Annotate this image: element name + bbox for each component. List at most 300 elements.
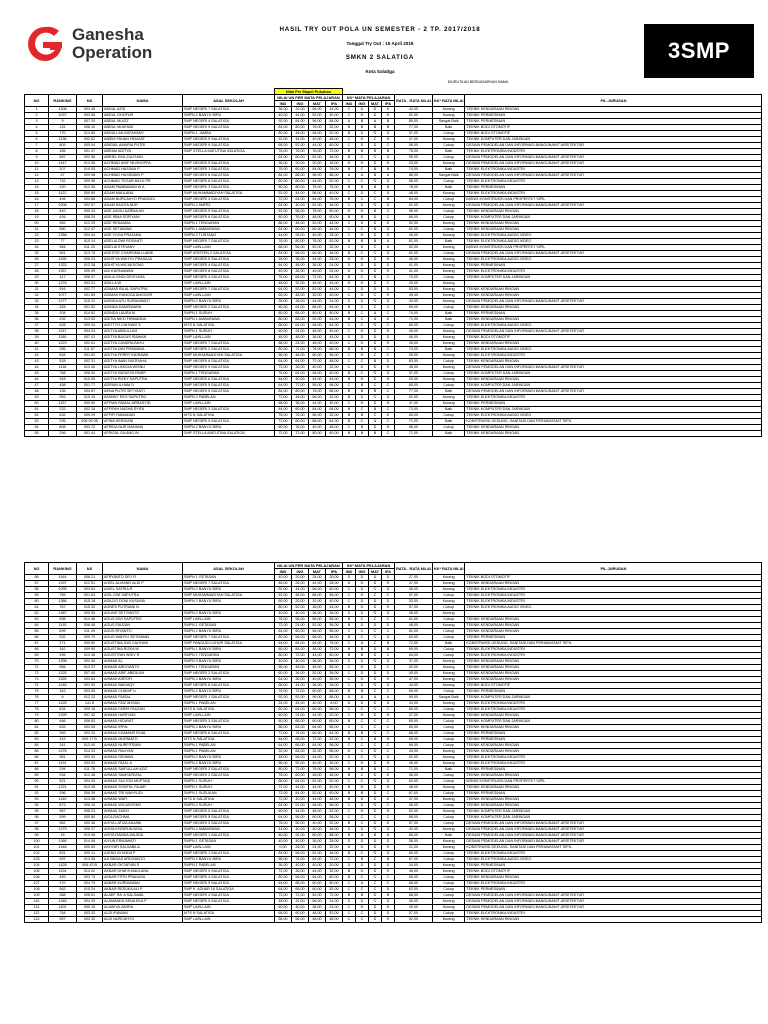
table-cell: 005 04 xyxy=(77,143,103,149)
table-cell: DESAIN PEMODELAN DAN INFORMASI BANGUNAN/T ARSITEKTUR xyxy=(465,389,762,395)
table-cell: 56,00 xyxy=(292,209,309,215)
table-cell: 002 06 xyxy=(77,659,103,665)
table-cell: D xyxy=(369,203,382,209)
table-cell: D xyxy=(356,683,369,689)
table-cell: 48,00 xyxy=(326,155,343,161)
table-cell: D xyxy=(382,845,395,851)
table-cell: 60,00 xyxy=(395,725,433,731)
table-cell: 24,00 xyxy=(275,701,292,707)
table-cell: SMP LAIN-LAIN xyxy=(183,401,275,407)
table-cell: 48,00 xyxy=(326,203,343,209)
table-cell: 68,00 xyxy=(275,911,292,917)
table-cell: C xyxy=(356,167,369,173)
table-cell: TEKNIK KENDARAAN RINGAN xyxy=(465,743,762,749)
table-cell: 56,00 xyxy=(275,725,292,731)
brand-line1: Ganesha xyxy=(72,25,144,44)
table-cell: ADE IRMA SOFIYANI xyxy=(103,215,183,221)
table-cell: SMPN 2 BANYU BIRU xyxy=(183,629,275,635)
table-cell: D xyxy=(382,113,395,119)
table-cell: 86 xyxy=(25,755,49,761)
table-cell: 52,00 xyxy=(326,779,343,785)
table-cell: 52,00 xyxy=(309,623,326,629)
table-cell: 634 xyxy=(49,707,77,713)
table-cell: D xyxy=(382,809,395,815)
table-cell: 51 xyxy=(25,407,49,413)
table-cell: 1122 xyxy=(49,191,77,197)
table-cell: 60,00 xyxy=(275,425,292,431)
table-cell: 65,00 xyxy=(395,383,433,389)
table-cell: D xyxy=(356,377,369,383)
table-cell: C xyxy=(369,875,382,881)
table-cell: TEKNIK KENDARAAN RINGAN xyxy=(465,917,762,923)
table-cell: 30 xyxy=(25,281,49,287)
table-cell: 60,00 xyxy=(275,293,292,299)
table-cell: SMP LAIN-LAIN xyxy=(183,245,275,251)
table-cell: D xyxy=(382,917,395,923)
table-cell: C xyxy=(369,353,382,359)
table-cell: TEKNIK ELEKTRONIKA INDUSTRI xyxy=(465,167,762,173)
table-cell: 56,00 xyxy=(309,191,326,197)
table-cell: 44,00 xyxy=(309,179,326,185)
table-cell: TEKNIK ELEKTRONIKA INDUSTRI xyxy=(465,599,762,605)
table-cell: 64,00 xyxy=(275,881,292,887)
table-cell: 23 xyxy=(25,239,49,245)
table-cell: AKBAR KURNIAWAN xyxy=(103,881,183,887)
table-cell: BISNIS KONSTRUKSI DAN PROPERTI/T SIPIL xyxy=(465,197,762,203)
table-cell: AHMAD SAIFULLAH AZIZ xyxy=(103,767,183,773)
table-cell: C xyxy=(369,689,382,695)
table-cell: 68,00 xyxy=(292,317,309,323)
table-cell: 80,00 xyxy=(292,125,309,131)
table-cell: 1277 xyxy=(49,299,77,305)
table-cell: Kurang xyxy=(432,671,465,677)
table-cell: 67,00 xyxy=(395,857,433,863)
table-cell: D xyxy=(343,281,356,287)
table-cell: 48,00 xyxy=(309,323,326,329)
table-cell: TEKNIK PERMESINAN xyxy=(465,737,762,743)
table-cell: 56,00 xyxy=(292,245,309,251)
table-cell: D xyxy=(356,209,369,215)
table-cell: 60,00 xyxy=(326,653,343,659)
table-cell: TEKNIK KOMPUTER DAN JARINGAN xyxy=(465,215,762,221)
table-cell: DESAIN PEMODELAN DAN INFORMASI BANGUNAN/T ARSITEKTUR xyxy=(465,905,762,911)
table-cell: Kurang xyxy=(432,263,465,269)
table-cell: 1157 xyxy=(49,401,77,407)
col-header-subject: IPA xyxy=(326,101,343,107)
table-cell: 72,00 xyxy=(275,731,292,737)
table-cell: Baik xyxy=(432,317,465,323)
table-cell: 45 xyxy=(25,371,49,377)
table-cell: 40,00 xyxy=(292,377,309,383)
table-cell: B xyxy=(343,797,356,803)
table-cell: 60,00 xyxy=(326,215,343,221)
table-cell: SMP NEGERI 4 SALATIGA xyxy=(183,275,275,281)
table-cell: B xyxy=(369,125,382,131)
table-cell: 69 xyxy=(25,653,49,659)
table-cell: 24,00 xyxy=(292,329,309,335)
table-cell: 91 xyxy=(25,785,49,791)
table-cell: 76,00 xyxy=(275,149,292,155)
table-cell: 68,00 xyxy=(292,275,309,281)
table-cell: D xyxy=(369,809,382,815)
table-cell: SMP LAIN-LAIN xyxy=(183,917,275,923)
table-cell: 43,00 xyxy=(395,749,433,755)
table-row xyxy=(25,431,762,437)
table-cell: 40,00 xyxy=(309,269,326,275)
table-cell: 60,00 xyxy=(309,881,326,887)
table-cell: 56,00 xyxy=(326,743,343,749)
table-cell: 33 xyxy=(25,299,49,305)
table-cell: Cukup xyxy=(432,323,465,329)
table-cell: Kurang xyxy=(432,659,465,665)
table-cell: C xyxy=(356,407,369,413)
table-cell: D xyxy=(343,257,356,263)
table-cell: 003 30 xyxy=(77,917,103,923)
table-cell: TEKNIK ELEKTRONIKA INDUSTRI xyxy=(465,761,762,767)
col-header-subject: MAT xyxy=(369,101,382,107)
table-cell: ADE YOGA PRATAMA xyxy=(103,233,183,239)
table-cell: 76,00 xyxy=(326,197,343,203)
table-cell: D xyxy=(382,701,395,707)
table-cell: 40,00 xyxy=(395,233,433,239)
table-cell: 64,00 xyxy=(326,731,343,737)
table-cell: Kurang xyxy=(432,377,465,383)
table-cell: 47 xyxy=(25,383,49,389)
table-cell: SMPN 1 SURUH xyxy=(183,779,275,785)
table-cell: 40,00 xyxy=(309,863,326,869)
table-cell: 369 xyxy=(49,731,77,737)
table-cell: 68,00 xyxy=(395,881,433,887)
table-cell: D xyxy=(369,797,382,803)
table-cell: 732 xyxy=(49,179,77,185)
table-cell: 1247 xyxy=(49,329,77,335)
table-cell: Cukup xyxy=(432,779,465,785)
table-cell: D xyxy=(382,671,395,677)
table-cell: ABRAM ADITYA xyxy=(103,149,183,155)
table-cell: 72,00 xyxy=(275,797,292,803)
table-cell: C xyxy=(343,341,356,347)
table-cell: AHMAD IRFAI xyxy=(103,725,183,731)
table-cell: DESAIN PEMODELAN DAN INFORMASI BANGUNAN/T ARSITEKTUR xyxy=(465,173,762,179)
table-cell: Kurang xyxy=(432,281,465,287)
table-cell: Cukup xyxy=(432,209,465,215)
col-header-rata: RATA - RATA NILAI xyxy=(395,95,433,107)
table-cell: 20,00 xyxy=(326,713,343,719)
table-cell: 63,00 xyxy=(395,635,433,641)
table-cell: 37,00 xyxy=(395,581,433,587)
table-cell: 000 15 xyxy=(77,905,103,911)
table-cell: DESAIN PEMODELAN DAN INFORMASI BANGUNAN/T ARSITEKTUR xyxy=(465,161,762,167)
table-cell: SMP NEGERI 5 SALATIGA xyxy=(183,389,275,395)
table-cell: D xyxy=(369,611,382,617)
table-cell: B xyxy=(369,389,382,395)
table-cell: 328 xyxy=(49,305,77,311)
table-cell: 36,00 xyxy=(292,257,309,263)
table-cell: B xyxy=(356,425,369,431)
table-cell: Cukup xyxy=(432,737,465,743)
table-cell: B xyxy=(343,377,356,383)
table-cell: C xyxy=(382,707,395,713)
table-cell: 60,00 xyxy=(326,143,343,149)
table-cell: D xyxy=(369,575,382,581)
table-cell: B xyxy=(356,653,369,659)
table-cell: 64,00 xyxy=(309,197,326,203)
table-cell: 48,00 xyxy=(309,131,326,137)
table-cell: 60,00 xyxy=(309,815,326,821)
table-cell: 76,00 xyxy=(292,413,309,419)
table-cell: SMP NEGERI 2 SALATIGA xyxy=(183,671,275,677)
table-cell: 1306 xyxy=(49,107,77,113)
table-cell: C xyxy=(356,719,369,725)
table-cell: D xyxy=(369,659,382,665)
table-cell: D xyxy=(382,233,395,239)
table-cell: D xyxy=(356,785,369,791)
table-cell: Cukup xyxy=(432,791,465,797)
table-cell: 47,00 xyxy=(395,137,433,143)
table-cell: TEKNIK KENDARAAN RINGAN xyxy=(465,431,762,437)
table-cell: 80,00 xyxy=(275,635,292,641)
table-cell: D xyxy=(382,911,395,917)
table-cell: ADILA CINDI DEVIYASA xyxy=(103,275,183,281)
table-cell: SMPN 1 SURUH xyxy=(183,329,275,335)
table-cell: AHMAD WAFI xyxy=(103,797,183,803)
table-cell: 96 xyxy=(25,815,49,821)
table-cell: 000 80 xyxy=(77,815,103,821)
table-cell: D xyxy=(343,575,356,581)
col-header-jurusan: PIL.JURUSAN xyxy=(465,563,762,575)
table-cell: B xyxy=(356,791,369,797)
table-cell: 13 xyxy=(25,179,49,185)
table-cell: 28,00 xyxy=(275,299,292,305)
table-cell: 16,00 xyxy=(326,161,343,167)
table-cell: 92,00 xyxy=(292,833,309,839)
table-cell: 64,00 xyxy=(326,419,343,425)
table-cell: 809 xyxy=(49,143,77,149)
table-cell: 20,00 xyxy=(292,575,309,581)
table-cell: 68,00 xyxy=(309,635,326,641)
table-cell: 957 xyxy=(49,917,77,923)
table-cell: MTS N SALATIGA xyxy=(183,413,275,419)
table-cell: SMP NEGERI 9 SALATIGA xyxy=(183,137,275,143)
table-cell: D xyxy=(356,827,369,833)
table-cell: B xyxy=(369,359,382,365)
table-cell: 40,00 xyxy=(275,575,292,581)
table-cell: 62,00 xyxy=(395,251,433,257)
table-cell: D xyxy=(382,611,395,617)
col-header-ns: NS xyxy=(77,95,103,107)
table-cell: Kurang xyxy=(432,701,465,707)
table-cell: 8,00 xyxy=(326,701,343,707)
table-cell: 88,00 xyxy=(309,419,326,425)
table-cell: 68,00 xyxy=(326,383,343,389)
table-cell: 22 xyxy=(25,233,49,239)
table-cell: 44,00 xyxy=(309,797,326,803)
table-cell: 40,00 xyxy=(326,587,343,593)
col-header-subject: IND xyxy=(343,101,356,107)
table-cell: C xyxy=(382,725,395,731)
table-cell: 69,00 xyxy=(395,737,433,743)
table-cell: D xyxy=(382,137,395,143)
table-cell: 1138 xyxy=(49,137,77,143)
table-cell: B xyxy=(369,737,382,743)
table-cell: TEKNIK KENDARAAN RINGAN xyxy=(465,221,762,227)
table-cell: 52,00 xyxy=(326,809,343,815)
table-cell: 1333 xyxy=(49,263,77,269)
table-cell: D xyxy=(382,191,395,197)
table-cell: 48,00 xyxy=(326,359,343,365)
table-cell: 88,00 xyxy=(326,695,343,701)
table-cell: 011 20 xyxy=(77,245,103,251)
table-cell: 69,00 xyxy=(395,743,433,749)
table-cell: 56,00 xyxy=(275,917,292,923)
table-cell: TEKNIK PERMESINAN xyxy=(465,185,762,191)
table-cell: B xyxy=(356,857,369,863)
table-cell: SMP NEGERI 6 SALATIGA xyxy=(183,173,275,179)
table-cell: 60,00 xyxy=(309,251,326,257)
table-cell: B xyxy=(343,371,356,377)
table-cell: 61 xyxy=(25,605,49,611)
table-cell: D xyxy=(369,131,382,137)
table-cell: B xyxy=(343,635,356,641)
table-cell: D xyxy=(369,761,382,767)
table-cell: SMP NEGERI 9 SALATIGA xyxy=(183,419,275,425)
table-cell: B xyxy=(369,185,382,191)
table-cell: 43,00 xyxy=(395,299,433,305)
table-cell: 40,00 xyxy=(309,425,326,431)
table-cell: 009 17 B xyxy=(77,737,103,743)
table-cell: 1448 xyxy=(49,845,77,851)
table-cell: 56,00 xyxy=(326,707,343,713)
table-cell: 24,00 xyxy=(292,713,309,719)
table-cell: A xyxy=(356,641,369,647)
table-cell: 64,00 xyxy=(326,407,343,413)
table-cell: C xyxy=(343,401,356,407)
table-cell: Cukup xyxy=(432,371,465,377)
table-cell: 20,00 xyxy=(292,161,309,167)
table-cell: SMPN 2 PABELAN xyxy=(183,395,275,401)
table-cell: 86,00 xyxy=(395,173,433,179)
table-cell: 80,00 xyxy=(309,227,326,233)
table-cell: C xyxy=(343,761,356,767)
table-cell: D xyxy=(356,797,369,803)
table-cell: 68,00 xyxy=(275,779,292,785)
table-cell: 72,00 xyxy=(292,431,309,437)
table-cell: C xyxy=(356,635,369,641)
table-cell: 64,00 xyxy=(309,857,326,863)
table-cell: 108 xyxy=(25,887,49,893)
table-cell: 77 xyxy=(49,239,77,245)
table-cell: B xyxy=(382,647,395,653)
table-cell: 109 xyxy=(25,893,49,899)
table-cell: 84,00 xyxy=(275,173,292,179)
table-cell: 21 xyxy=(25,227,49,233)
table-cell: B xyxy=(343,605,356,611)
table-cell: C xyxy=(343,641,356,647)
table-cell: 48,00 xyxy=(292,665,309,671)
table-cell: Kurang xyxy=(432,917,465,923)
table-cell: 60,00 xyxy=(326,875,343,881)
table-cell: TEKNIK ELEKTRONIKA AUDIO VIDEO xyxy=(465,239,762,245)
table-cell: Cukup xyxy=(432,251,465,257)
table-cell: ADE RENANDA xyxy=(103,221,183,227)
table-cell: 84,00 xyxy=(275,851,292,857)
table-cell: B xyxy=(369,431,382,437)
table-cell: TEKNIK PERMESINAN xyxy=(465,689,762,695)
table-cell: 002 62 xyxy=(77,137,103,143)
table-cell: 46 xyxy=(25,377,49,383)
table-cell: D xyxy=(369,581,382,587)
table-cell: 36,00 xyxy=(292,269,309,275)
ganesha-logo xyxy=(24,22,164,66)
table-cell: 1398 xyxy=(49,659,77,665)
table-cell: 56,00 xyxy=(309,629,326,635)
table-cell: 72,00 xyxy=(275,419,292,425)
table-cell: 001 93 xyxy=(77,683,103,689)
table-cell: C xyxy=(369,629,382,635)
table-cell: 57,00 xyxy=(395,821,433,827)
table-cell: SMP NEGERI 9 SALATIGA xyxy=(183,143,275,149)
table-cell: 93 xyxy=(25,797,49,803)
table-cell: 77 xyxy=(25,701,49,707)
table-cell: ACHMAD HASSAN P xyxy=(103,167,183,173)
table-cell: D xyxy=(356,593,369,599)
table-cell: TEKNIK PERMESINAN xyxy=(465,113,762,119)
table-cell: 40,00 xyxy=(309,233,326,239)
table-cell: 20,00 xyxy=(326,575,343,581)
table-cell: SMP MUHAMMADIYAH SALATIGA xyxy=(183,191,275,197)
table-cell: 56,00 xyxy=(326,629,343,635)
table-cell: 60,00 xyxy=(275,713,292,719)
table-cell: Kurang xyxy=(432,749,465,755)
table-cell: 36,00 xyxy=(292,677,309,683)
table-cell: 88 xyxy=(25,767,49,773)
table-cell: B xyxy=(343,317,356,323)
table-cell: C xyxy=(369,857,382,863)
table-cell: 001 63 xyxy=(77,593,103,599)
table-cell: 42 xyxy=(25,353,49,359)
table-cell: 24,00 xyxy=(292,341,309,347)
table-cell: TEKNIK KENDARAAN RINGAN xyxy=(465,377,762,383)
table-cell: TEKNIK ELEKTRONIKA INDUSTRI xyxy=(465,881,762,887)
table-cell: A xyxy=(369,317,382,323)
table-cell: 60,00 xyxy=(292,407,309,413)
table-cell: 006 47 xyxy=(77,275,103,281)
table-cell: 1399 xyxy=(49,713,77,719)
table-cell: 48,00 xyxy=(309,341,326,347)
table-cell: 28,00 xyxy=(326,233,343,239)
table-cell: 54 xyxy=(25,425,49,431)
table-cell: C xyxy=(343,287,356,293)
table-cell: B xyxy=(356,125,369,131)
table-cell: 60 xyxy=(25,599,49,605)
table-cell: 48,00 xyxy=(395,191,433,197)
table-cell: B xyxy=(369,347,382,353)
table-cell: 55,00 xyxy=(395,803,433,809)
table-cell: C xyxy=(382,767,395,773)
table-cell: Kurang xyxy=(432,191,465,197)
table-cell: D xyxy=(369,701,382,707)
table-cell: 006 27 xyxy=(77,827,103,833)
table-cell: DESAIN PEMODELAN DAN INFORMASI BANGUNAN/T ARSITEKTUR xyxy=(465,821,762,827)
table-cell: 561 xyxy=(49,251,77,257)
col-header-kk-rata: KK* RATA NILAI xyxy=(432,563,465,575)
table-cell: 368 xyxy=(49,893,77,899)
table-cell: 008 10 xyxy=(77,125,103,131)
table-cell: D xyxy=(369,287,382,293)
table-cell: B xyxy=(356,767,369,773)
table-cell: D xyxy=(382,575,395,581)
table-cell: BISNIS KONSTRUKSI DAN PROPERTI/T SIPIL xyxy=(465,779,762,785)
